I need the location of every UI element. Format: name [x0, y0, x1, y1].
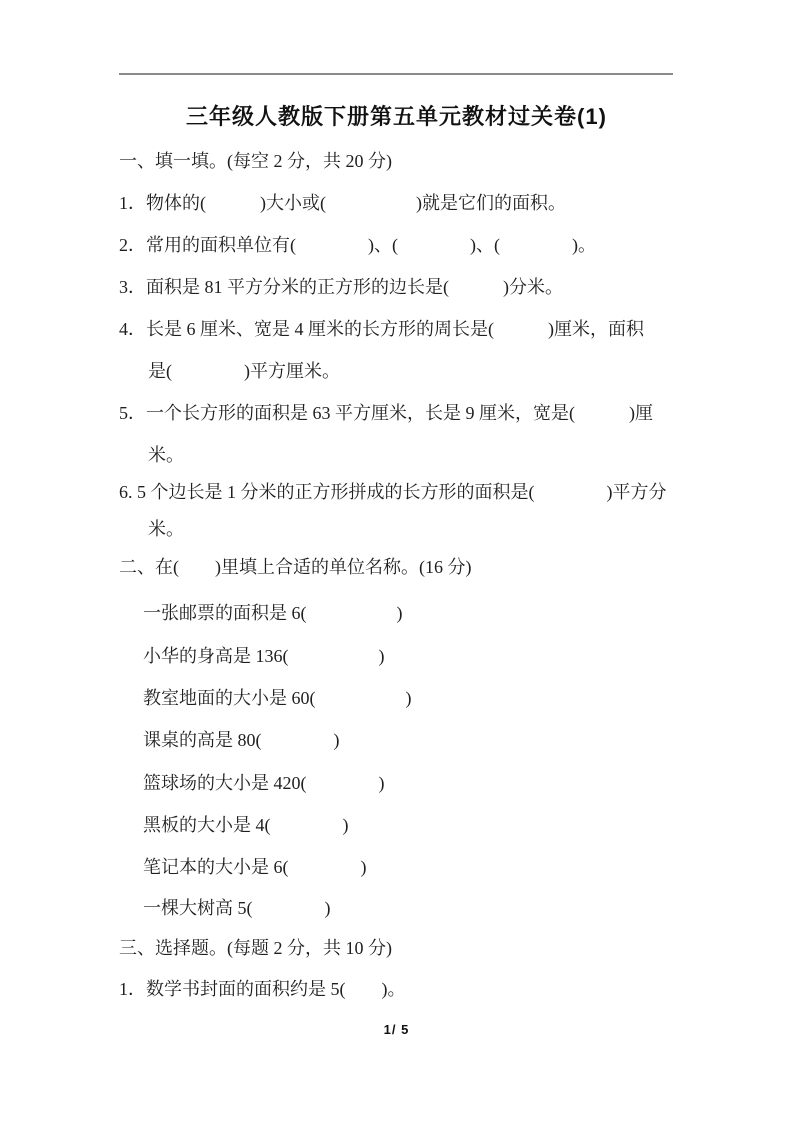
- section2-item-stamp: 一张邮票的面积是 6( ): [143, 603, 403, 623]
- section1-header: 一、填一填。(每空 2 分，共 20 分): [119, 151, 392, 171]
- section1-question-5-line2: 米。: [148, 445, 184, 465]
- section1-question-3: 3．面积是 81 平方分米的正方形的边长是( )分米。: [119, 277, 563, 297]
- section2-item-tree: 一棵大树高 5( ): [143, 898, 331, 918]
- section2-item-height: 小华的身高是 136( ): [143, 646, 385, 666]
- section1-question-6-line1: 6. 5 个边长是 1 分米的正方形拼成的长方形的面积是( )平方分: [119, 482, 667, 502]
- section1-question-1: 1．物体的( )大小或( )就是它们的面积。: [119, 193, 566, 213]
- section2-item-court: 篮球场的大小是 420( ): [143, 773, 385, 793]
- section1-question-5-line1: 5．一个长方形的面积是 63 平方厘米，长是 9 厘米，宽是( )厘: [119, 403, 653, 423]
- section1-question-6-line2: 米。: [148, 519, 184, 539]
- section3-header: 三、选择题。(每题 2 分，共 10 分): [119, 938, 392, 958]
- document-title: 三年级人教版下册第五单元教材过关卷(1): [186, 104, 607, 129]
- page-number: 1/ 5: [383, 1022, 410, 1037]
- section1-question-4-line2: 是( )平方厘米。: [148, 361, 340, 381]
- section1-question-2: 2．常用的面积单位有( )、( )、( )。: [119, 235, 596, 255]
- section2-item-desk: 课桌的高是 80( ): [143, 730, 340, 750]
- section2-item-classroom: 教室地面的大小是 60( ): [143, 688, 412, 708]
- section2-item-blackboard: 黑板的大小是 4( ): [143, 815, 349, 835]
- header-rule: [119, 73, 673, 75]
- section3-question-1: 1．数学书封面的面积约是 5( )。: [119, 979, 406, 999]
- section2-header: 二、在( )里填上合适的单位名称。(16 分): [119, 557, 472, 577]
- section2-item-notebook: 笔记本的大小是 6( ): [143, 857, 367, 877]
- section1-question-4-line1: 4．长是 6 厘米、宽是 4 厘米的长方形的周长是( )厘米，面积: [119, 319, 644, 339]
